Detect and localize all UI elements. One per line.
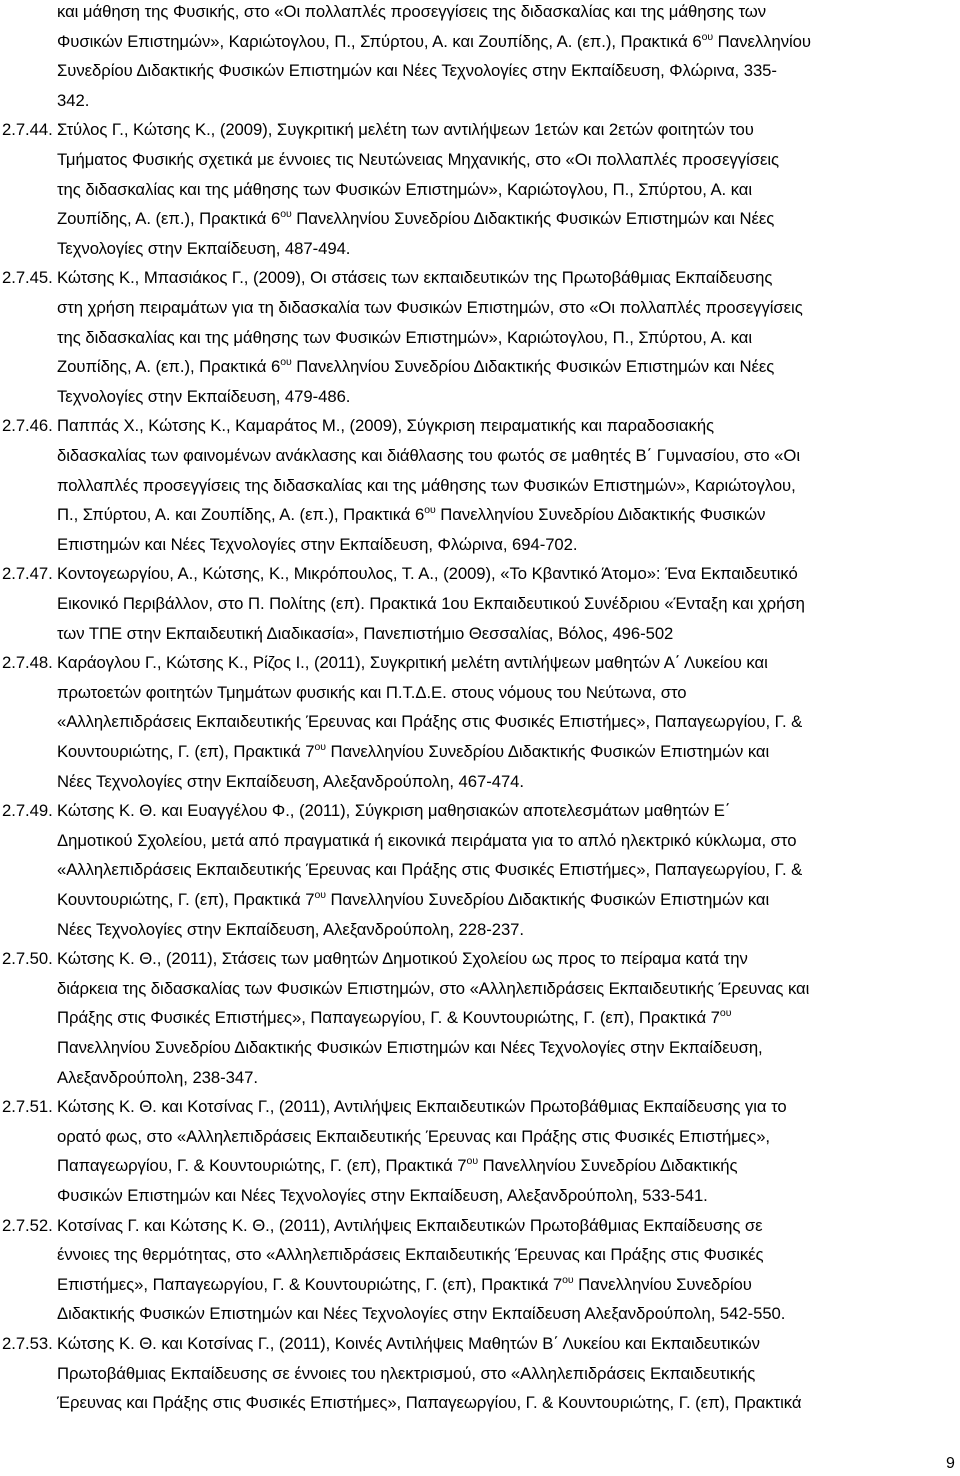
page-number: 9 (946, 1455, 955, 1472)
text-run: Συνεδρίου Διδακτικής Φυσικών Επιστημών και Νέες Τεχνολογίες στην Εκπαίδευση, Φλώρινα, 335- (57, 61, 777, 81)
text-run: Κώτσης Κ. Θ. και Ευαγγέλου Φ., (2011), Σύγκριση μαθησιακών αποτελεσμάτων μαθητών Ε΄ (57, 801, 731, 821)
reference-text (57, 1244, 764, 1266)
text-run: Παππάς Χ., Κώτσης Κ., Καμαράτος Μ., (2009), Σύγκριση πειραματικής και παραδοσιακής (57, 416, 715, 436)
text-run: Κώτσης Κ., Μπασιάκος Γ., (2009), Οι στάσεις των εκπαιδευτικών της Πρωτοβάθμιας Εκπαίδευσης (57, 268, 773, 288)
reference-text (57, 119, 754, 141)
reference-number: 2.7.51. (2, 1097, 53, 1117)
reference-text (57, 1274, 752, 1296)
reference-text (57, 1303, 785, 1325)
superscript: ου (314, 889, 326, 901)
reference-text (57, 593, 805, 615)
text-run: Π., Σπύρτου, Α. και Ζουπίδης, Α. (επ.), Πρακτικά 6 (57, 505, 425, 525)
text-run: Αλεξανδρούπολη, 238-347. (57, 1067, 258, 1087)
reference-text (57, 31, 811, 53)
reference-text (57, 889, 769, 911)
text-run: Ζουπίδης, Α. (επ.), Πρακτικά 6 (57, 209, 281, 229)
reference-text (57, 267, 772, 289)
text-run: Πανελληνίου Συνεδρίου Διδακτικής Φυσικών (435, 505, 766, 525)
reference-text (57, 830, 796, 852)
text-run: Πανελληνίου Συνεδρίου Διδακτικής Φυσικών Επιστημών και Νέες (291, 357, 775, 377)
text-run: Πανελληνίου Συνεδρίου Διδακτικής Φυσικών Επιστημών και (325, 890, 770, 909)
text-run: Ζουπίδης, Α. (επ.), Πρακτικά 6 (57, 357, 281, 377)
text-run: Φυσικών Επιστημών», Καριώτογλου, Π., Σπύρτου, Α. και Ζουπίδης, Α. (επ.), Πρακτικά 6 (57, 31, 702, 51)
text-run: Πανελληνίου Συνεδρίου (573, 1274, 752, 1294)
text-run: Τεχνολογίες στην Εκπαίδευση, 487-494. (57, 238, 351, 258)
reference-text (57, 475, 796, 497)
reference-text (57, 919, 524, 941)
text-run: της διδασκαλίας και της μάθησης των Φυσικών Επιστημών», Καριώτογλου, Π., Σπύρτου, Α. και (57, 327, 753, 347)
reference-text (57, 711, 802, 733)
reference-number: 2.7.45. (2, 268, 53, 288)
text-run: διάρκεια της διδασκαλίας των Φυσικών Επιστημών, στο «Αλληλεπιδράσεις Εκπαιδευτικής Έρευνας και (57, 978, 810, 998)
reference-text (57, 415, 714, 437)
text-run: Διδακτικής Φυσικών Επιστημών και Νέες Τεχνολογίες στην Εκπαίδευση Αλεξανδρούπολη, 542-550. (57, 1304, 786, 1324)
reference-text (57, 1096, 787, 1118)
reference-text (57, 1363, 755, 1385)
reference-text (57, 741, 769, 763)
text-run: Καράογλου Γ., Κώτσης Κ., Ρίζος Ι., (2011), Συγκριτική μελέτη αντιλήψεων μαθητών Α΄ Λυκείου και (57, 653, 768, 673)
reference-text (57, 60, 777, 82)
text-run: Κώτσης Κ. Θ. και Κοτσίνας Γ., (2011), Αντιλήψεις Εκπαιδευτικών Πρωτοβάθμιας Εκπαίδευσης για το (57, 1097, 787, 1117)
text-run: Κουντουριώτης, Γ. (επ), Πρακτικά 7 (57, 742, 315, 761)
reference-text (57, 149, 779, 171)
text-run: 342. (57, 90, 90, 110)
reference-text (57, 1185, 708, 1207)
text-run: Πανελληνίου (713, 31, 811, 51)
text-run: Νέες Τεχνολογίες στην Εκπαίδευση, Αλεξανδρούπολη, 228-237. (57, 919, 524, 939)
reference-text (57, 563, 798, 585)
text-run: Εικονικό Περιβάλλον, στο Π. Πολίτης (επ). Πρακτικά 1ου Εκπαιδευτικού Συνέδριου «Ένταξη και χρήση (57, 594, 805, 613)
reference-text (57, 1155, 738, 1177)
text-run: πολλαπλές προσεγγίσεις της διδασκαλίας και της μάθησης των Φυσικών Επιστημών», Καριώτογλου, (57, 475, 796, 495)
reference-number: 2.7.50. (2, 949, 53, 969)
superscript: ου (280, 208, 292, 221)
text-run: Πανελληνίου Συνεδρίου Διδακτικής Φυσικών Επιστημών και Νέες Τεχνολογίες στην Εκπαίδευση, (57, 1038, 763, 1057)
text-run: Έρευνας και Πράξης στις Φυσικές Επιστήμες», Παπαγεωργίου, Γ. & Κουντουριώτης, Γ. (επ), Πρακτικά (57, 1393, 802, 1413)
reference-text (57, 504, 765, 526)
reference-text (57, 1215, 763, 1237)
reference-text (57, 238, 350, 260)
reference-text (57, 948, 748, 970)
reference-text (57, 90, 89, 112)
superscript: ου (466, 1155, 479, 1168)
text-run: ορατό φως, στο «Αλληλεπιδράσεις Εκπαιδευτικής Έρευνας και Πράξης στις Φυσικές Επιστήμες», (57, 1126, 771, 1146)
reference-text (57, 859, 802, 881)
text-run: πρωτοετών φοιτητών Τμημάτων φυσικής και Π.Τ.Δ.Ε. στους νόμους του Νεύτωνα, στο (57, 682, 687, 702)
text-run: στη χρήση πειραμάτων για τη διδασκαλία των Φυσικών Επιστημών, στο «Οι πολλαπλές προσεγγίσεις (57, 298, 803, 317)
reference-text (57, 1037, 763, 1059)
text-run: Πράξης στις Φυσικές Επιστήμες», Παπαγεωργίου, Γ. & Κουντουριώτης, Γ. (επ), Πρακτικά 7 (57, 1008, 720, 1028)
text-run: Κώτσης Κ. Θ., (2011), Στάσεις των μαθητών Δημοτικού Σχολείου ως προς το πείραμα κατά την (57, 949, 748, 969)
reference-text (57, 623, 673, 645)
reference-text (57, 1007, 731, 1029)
reference-text (57, 978, 809, 1000)
reference-text (57, 800, 730, 822)
superscript: ου (701, 30, 714, 43)
superscript: ου (280, 356, 292, 369)
superscript: ου (562, 1273, 574, 1286)
reference-text (57, 386, 350, 408)
reference-text (57, 1067, 258, 1089)
reference-text (57, 1126, 770, 1148)
reference-text (57, 652, 768, 674)
text-run: Πανελληνίου Συνεδρίου Διδακτικής Φυσικών Επιστημών και (325, 742, 770, 761)
superscript: ου (314, 741, 326, 753)
text-run: Πρωτοβάθμιας Εκπαίδευσης σε έννοιες του ηλεκτρισμού, στο «Αλληλεπιδράσεις Εκπαιδευτικής (57, 1363, 756, 1383)
reference-text (57, 1, 766, 23)
reference-text (57, 356, 774, 378)
reference-text (57, 179, 752, 201)
reference-number: 2.7.52. (2, 1215, 53, 1235)
reference-number: 2.7.53. (2, 1334, 53, 1353)
reference-number: 2.7.44. (2, 120, 53, 140)
reference-text (57, 682, 687, 704)
text-run: Δημοτικού Σχολείου, μετά από πραγματικά ή εικονικά πειράματα για το απλό ηλεκτρικό κύκλωμα, στο (57, 830, 797, 850)
reference-number: 2.7.48. (2, 653, 53, 673)
reference-text (57, 297, 803, 319)
text-run: Φυσικών Επιστημών και Νέες Τεχνολογίες στην Εκπαίδευση, Αλεξανδρούπολη, 533-541. (57, 1186, 708, 1205)
superscript: ου (719, 1007, 732, 1020)
reference-text (57, 327, 752, 349)
text-run: Τεχνολογίες στην Εκπαίδευση, 479-486. (57, 386, 351, 406)
reference-number: 2.7.47. (2, 564, 53, 584)
text-run: Παπαγεωργίου, Γ. & Κουντουριώτης, Γ. (επ), Πρακτικά 7 (57, 1156, 467, 1176)
text-run: των ΤΠΕ στην Εκπαιδευτική Διαδικασία», Πανεπιστήμιο Θεσσαλίας, Βόλος, 496-502 (57, 623, 674, 643)
text-run: Τμήματος Φυσικής σχετικά με έννοιες τις Νευτώνειας Μηχανικής, στο «Οι πολλαπλές προσεγγίσεις (57, 150, 780, 169)
text-run: Κουντουριώτης, Γ. (επ), Πρακτικά 7 (57, 890, 315, 909)
reference-text (57, 1333, 760, 1355)
text-run: έννοιες της θερμότητας, στο «Αλληλεπιδράσεις Εκπαιδευτικής Έρευνας και Πράξης στις Φυσικές (57, 1245, 764, 1265)
text-run: Πανελληνίου Συνεδρίου Διδακτικής Φυσικών Επιστημών και Νέες (291, 209, 775, 229)
reference-number: 2.7.49. (2, 801, 53, 821)
text-run: Στύλος Γ., Κώτσης Κ., (2009), Συγκριτική μελέτη των αντιλήψεων 1ετών και 2ετών φοιτητών του (57, 120, 754, 140)
reference-number: 2.7.46. (2, 416, 53, 436)
text-run: Πανελληνίου Συνεδρίου Διδακτικής (478, 1156, 738, 1176)
text-run: Επιστήμες», Παπαγεωργίου, Γ. & Κουντουριώτης, Γ. (επ), Πρακτικά 7 (57, 1274, 563, 1294)
superscript: ου (424, 504, 436, 517)
text-run: Κώτσης Κ. Θ. και Κοτσίνας Γ., (2011), Κοινές Αντιλήψεις Μαθητών Β΄ Λυκείου και Εκπαιδευτικών (57, 1334, 760, 1353)
text-run: Νέες Τεχνολογίες στην Εκπαίδευση, Αλεξανδρούπολη, 467-474. (57, 771, 524, 791)
text-run: Κοτσίνας Γ. και Κώτσης Κ. Θ., (2011), Αντιλήψεις Εκπαιδευτικών Πρωτοβάθμιας Εκπαίδευσης σε (57, 1215, 763, 1235)
text-run: «Αλληλεπιδράσεις Εκπαιδευτικής Έρευνας και Πράξης στις Φυσικές Επιστήμες», Παπαγεωργίου, Γ. & (57, 712, 803, 732)
text-run: Επιστημών και Νέες Τεχνολογίες στην Εκπαίδευση, Φλώρινα, 694-702. (57, 534, 578, 554)
text-run: και μάθηση της Φυσικής, στο «Οι πολλαπλές προσεγγίσεις της διδασκαλίας και της μάθησης των (57, 2, 767, 21)
text-run: διδασκαλίας των φαινομένων ανάκλασης και διάθλασης του φωτός σε μαθητές Β΄ Γυμνασίου, στο «Οι (57, 446, 800, 465)
reference-text (57, 534, 577, 556)
reference-text (57, 1392, 801, 1414)
text-run: «Αλληλεπιδράσεις Εκπαιδευτικής Έρευνας και Πράξης στις Φυσικές Επιστήμες», Παπαγεωργίου, Γ. & (57, 860, 803, 880)
reference-text (57, 208, 774, 230)
reference-text (57, 771, 524, 793)
text-run: της διδασκαλίας και της μάθησης των Φυσικών Επιστημών», Καριώτογλου, Π., Σπύρτου, Α. και (57, 179, 753, 199)
text-run: Κοντογεωργίου, Α., Κώτσης, Κ., Μικρόπουλος, Τ. Α., (2009), «Το Κβαντικό Άτομο»: Ένα Εκπαιδευτικό (57, 564, 798, 584)
reference-text (57, 445, 800, 467)
